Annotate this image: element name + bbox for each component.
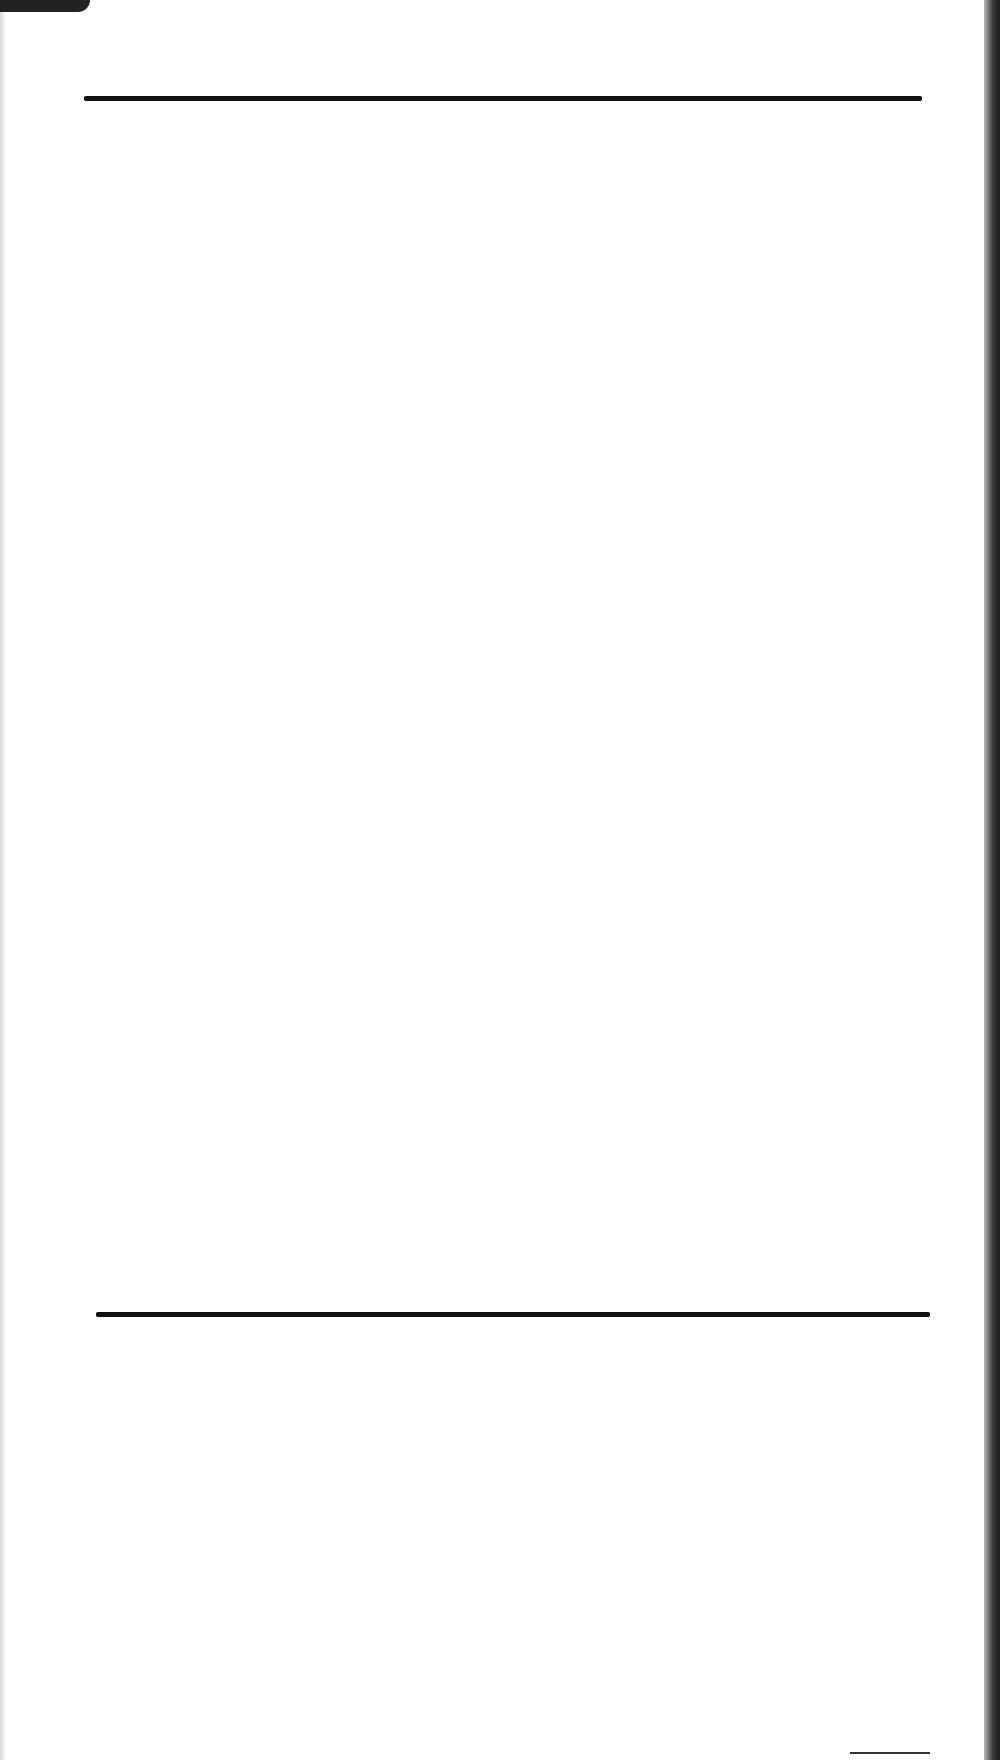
verse-one-opening bbox=[86, 1448, 966, 1558]
section-rule bbox=[96, 1312, 930, 1317]
footer-rule bbox=[850, 1752, 930, 1754]
ink-mark bbox=[0, 0, 90, 12]
page-header bbox=[0, 18, 1000, 78]
page-left-edge bbox=[0, 0, 6, 1760]
header-rule bbox=[84, 96, 922, 101]
page-binding-shadow bbox=[984, 0, 1000, 1760]
